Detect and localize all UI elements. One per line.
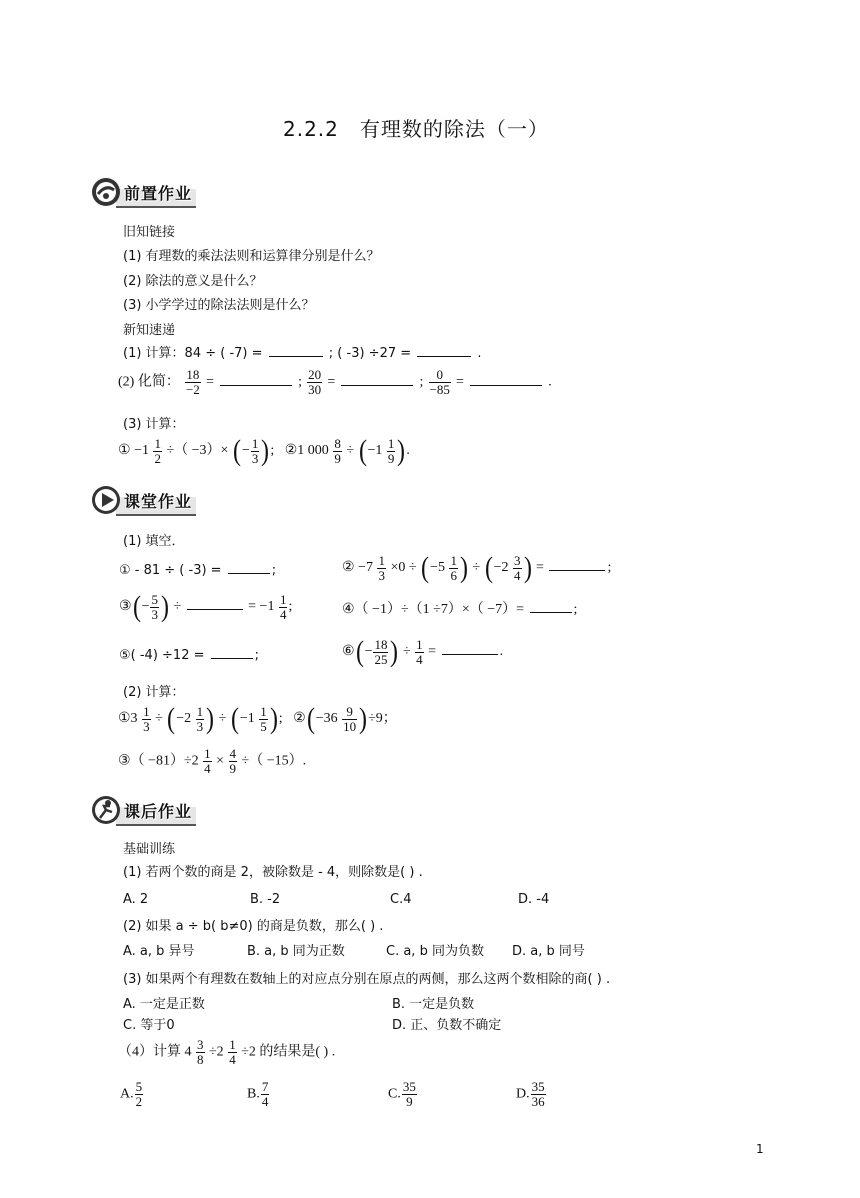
section-banner-class [90,484,210,518]
pre-question-2: (2) 除法的意义是什么？ [123,274,263,289]
new-question-1: (1) 计算：84 ÷ ( -7) = ; ( -3) ÷27 = . [123,346,482,361]
class-calc-3: ③（ −81）÷2 $\frac{1}{4}$ × $\frac{4}{9}$ ÷（ −15）. [118,746,307,776]
class-item-4: ④（ −1）÷（1 ÷7）×（ −7）= ; [342,602,578,617]
pre-question-3: (3) 小学学过的除法法则是什么？ [123,298,315,313]
runner-icon [90,794,122,826]
q4-option-a[interactable]: A. $\frac{5}{2}$ [120,1079,143,1109]
class-calc-1-2: ①3 $\frac{1}{3}$ ÷ (−2 $\frac{1}{3}$ ) ÷ (−1 $\frac{1}{5}$ ); ②(−36 $\frac{9}{10}$ )÷9； [118,702,397,735]
class-question-2-label: (2) 计算： [123,685,185,700]
section-banner-post [90,794,210,828]
answer-blank[interactable] [211,657,253,659]
answer-blank[interactable] [530,611,572,613]
old-knowledge-heading: 旧知链接 [123,225,176,240]
answer-blank[interactable] [417,355,471,357]
class-item-3: ③(− $\frac{5}{3}$ ) ÷ = −1 $\frac{1}{4}$ ; [119,590,293,623]
q1-option-a[interactable]: A. 2 [123,892,149,907]
new-question-3-label: (3) 计算： [123,417,185,432]
q3-option-d[interactable]: D. 正、负数不确定 [392,1018,502,1033]
play-icon [90,484,122,516]
answer-blank[interactable] [228,572,270,574]
answer-blank[interactable] [220,384,292,386]
answer-blank[interactable] [187,608,243,610]
q2-option-c[interactable]: C. a, b 同为负数 [386,944,484,959]
q1-option-c[interactable]: C.4 [390,892,412,907]
basic-training-heading: 基础训练 [123,842,176,857]
new-knowledge-heading: 新知速递 [123,323,176,338]
class-question-1-label: (1) 填空． [123,534,185,549]
answer-blank[interactable] [341,384,413,386]
post-question-1: (1) 若两个数的商是 2，被除数是 - 4，则除数是( ) . [123,865,423,880]
section-banner-pre [90,176,210,210]
section-title-post: 课后作业 [124,802,193,821]
answer-blank[interactable] [470,384,542,386]
lightbulb-swirl-icon [90,176,122,208]
q1-option-d[interactable]: D. -4 [518,892,550,907]
q3-option-b[interactable]: B. 一定是负数 [392,997,475,1012]
answer-blank[interactable] [269,355,323,357]
answer-blank[interactable] [549,569,605,571]
q2-option-d[interactable]: D. a, b 同号 [512,944,585,959]
fraction: $\frac{20}{30}$ [308,367,322,397]
q3-option-a[interactable]: A. 一定是正数 [123,997,205,1012]
q1-option-b[interactable]: B. -2 [250,892,281,907]
class-item-2: ② −7 $\frac{1}{3}$ ×0 ÷ (−5 $\frac{1}{6}$ ) ÷ (−2 $\frac{3}{4}$ ) = ; [342,551,612,584]
page-number: 1 [756,1142,764,1156]
post-question-3: (3) 如果两个有理数在数轴上的对应点分别在原点的两侧，那么这两个数相除的商( ) . [123,972,611,987]
answer-blank[interactable] [442,653,498,655]
fraction: $\frac{18}{-2}$ [185,367,200,397]
q2-option-a[interactable]: A. a, b 异号 [123,944,195,959]
q3-option-c[interactable]: C. 等于0 [123,1018,175,1033]
q2-option-b[interactable]: B. a, b 同为正数 [247,944,345,959]
class-item-1: ① - 81 ÷ ( -3) = ; [119,563,277,578]
section-title-pre: 前置作业 [124,184,193,203]
class-item-5: ⑤( -4) ÷12 = ; [119,648,260,663]
section-title-class: 课堂作业 [124,492,193,511]
pre-question-1: (1) 有理数的乘法法则和运算律分别是什么？ [123,249,380,264]
post-question-2: (2) 如果 a ÷ b( b≠0) 的商是负数，那么( ) . [123,919,384,934]
q4-option-b[interactable]: B. $\frac{7}{4}$ [247,1079,269,1109]
fraction: $\frac{0}{-85}$ [429,367,450,397]
page-title: 2.2.2 有理数的除法（一） [283,117,549,141]
post-question-4: （4）计算 4 $\frac{3}{8}$ ÷2 $\frac{1}{4}$ ÷2 的结果是( ) . [118,1037,336,1067]
new-question-3-expr: ① −1 $\frac{1}{2}$ ÷（ −3）× (− $\frac{1}{3}$ ); ②1 000 $\frac{8}{9}$ ÷ (−1 $\frac{1}{9}$ ). [118,434,410,467]
q4-option-c[interactable]: C. $\frac{35}{9}$ [388,1079,416,1109]
q4-option-d[interactable]: D. $\frac{35}{36}$ [516,1079,545,1109]
class-item-6: ⑥(− $\frac{18}{25}$ ) ÷ $\frac{1}{4}$ = . [342,635,504,668]
new-question-2: (2) 化简： $\frac{18}{-2}$ = ; $\frac{20}{30}$ = ; $\frac{0}{-85}$ = . [118,367,552,397]
